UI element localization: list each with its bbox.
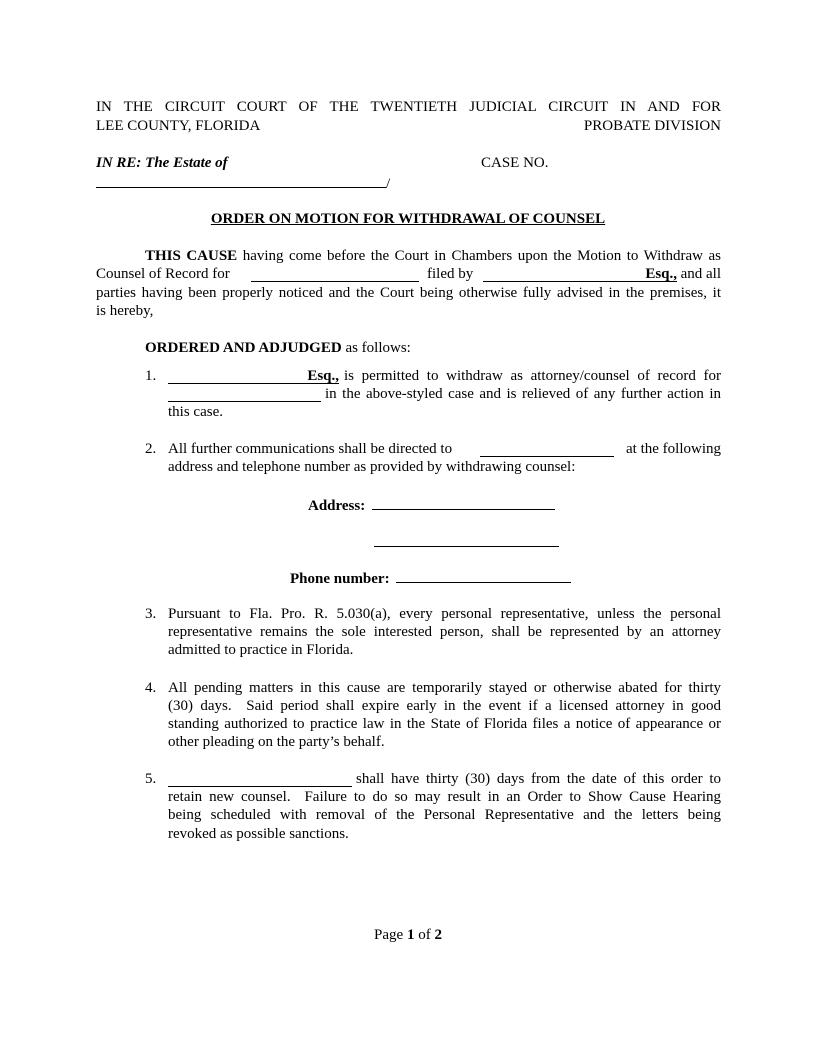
item-1-text-2: in the above-styled case and is relieved of any further action in [325,386,721,402]
item-4-line-3: standing authorized to practice law in the State of Florida files a notice of appearance or [168,716,721,732]
item-4-number: 4. [145,680,157,696]
recipient-blank [480,442,614,457]
withdrawing-attorney-field [168,367,339,384]
this-cause-label: THIS CAUSE [145,248,238,264]
ordered-heading [145,339,411,357]
item-2-text-1a: All further communications shall be directed to [168,441,453,457]
item-4-line-2: (30) days. Said period shall expire early in the event if a licensed attorney in good [168,698,721,714]
address-blank-1 [372,495,555,510]
client-name-blank [251,267,419,282]
item-3-line-3: admitted to practice in Florida. [168,642,354,658]
item-3-number: 3. [145,606,157,622]
item-2-line-1 [168,440,721,458]
ordered-rest: as follows: [345,340,411,356]
item-2-line-2: address and telephone number as provided by withdrawing counsel: [168,459,576,475]
page-label: Page [374,927,404,943]
estate-name-line [96,173,390,191]
item-5-line-2: retain new counsel. Failure to do so may result in an Order to Show Cause Hearing [168,789,721,805]
address-row [308,495,555,515]
item-4-line-1: All pending matters in this cause are temporarily stayed or otherwise abated for thirty [168,680,721,696]
item-5-line-3: being scheduled with removal of the Personal Representative and the letters being [168,807,721,823]
item-2-text-1b: at the following [626,441,721,457]
item-5-text-1: shall have thirty (30) days from the date of this order to [356,771,721,787]
page-current: 1 [406,927,415,943]
phone-row [290,568,571,588]
caption-slash: / [386,176,391,192]
representative-blank [168,772,352,787]
intro-text-1: having come before the Court in Chambers upon the Motion to Withdraw as [242,248,721,264]
item-2-number: 2. [145,441,157,457]
division-label: PROBATE DIVISION [583,118,721,134]
phone-blank [396,568,571,583]
item-1-esq: Esq., [307,368,339,384]
address-blank-2 [374,532,559,547]
item-5-line-4: revoked as possible sanctions. [168,826,349,842]
court-subheading [96,117,721,135]
page-total: 2 [434,927,442,943]
ordered-bold: ORDERED AND ADJUDGED [145,340,342,356]
address-label: Address: [308,498,366,514]
item-4-line-4: other pleading on the party’s behalf. [168,734,385,750]
intro-text-2a: Counsel of Record for [96,266,230,282]
item-1-line-1 [168,367,721,385]
county-label: LEE COUNTY, FLORIDA [96,118,261,134]
estate-caption [96,154,228,172]
item-1-text-1: is permitted to withdraw as attorney/counsel of record for [344,368,721,384]
item-1-number: 1. [145,368,157,384]
intro-line-4: is hereby, [96,303,154,319]
intro-line-2 [96,265,721,283]
item-3-line-1: Pursuant to Fla. Pro. R. 5.030(a), every personal representative, unless the personal [168,606,721,622]
item-5-number: 5. [145,771,157,787]
intro-text-2c: and all [680,266,721,282]
in-re-label: IN RE: The Estate of [96,155,228,171]
item-1-line-2 [168,385,721,403]
esq-suffix: Esq., [645,266,677,282]
page-footer [0,926,816,944]
intro-text-2b: filed by [427,266,474,282]
phone-label: Phone number: [290,571,390,587]
client-blank-2 [168,387,321,402]
address-blank-2-line [374,532,559,547]
item-1-line-3: this case. [168,404,223,420]
intro-line-3: parties having been properly noticed and the Court being otherwise fully advised in the premises, it [96,285,721,301]
page-of: of [418,927,431,943]
intro-line-1 [145,247,721,265]
case-number-label: CASE NO. [481,155,549,171]
court-heading: IN THE CIRCUIT COURT OF THE TWENTIETH JUDICIAL CIRCUIT IN AND FOR [96,99,721,115]
document-title [0,210,816,228]
title-text: ORDER ON MOTION FOR WITHDRAWAL OF COUNSEL [210,211,606,227]
estate-name-blank [96,173,386,188]
attorney-name-field [483,265,677,282]
item-5-line-1 [168,770,721,788]
item-3-line-2: representative remains the sole interested person, shall be represented by an attorney [168,624,721,640]
